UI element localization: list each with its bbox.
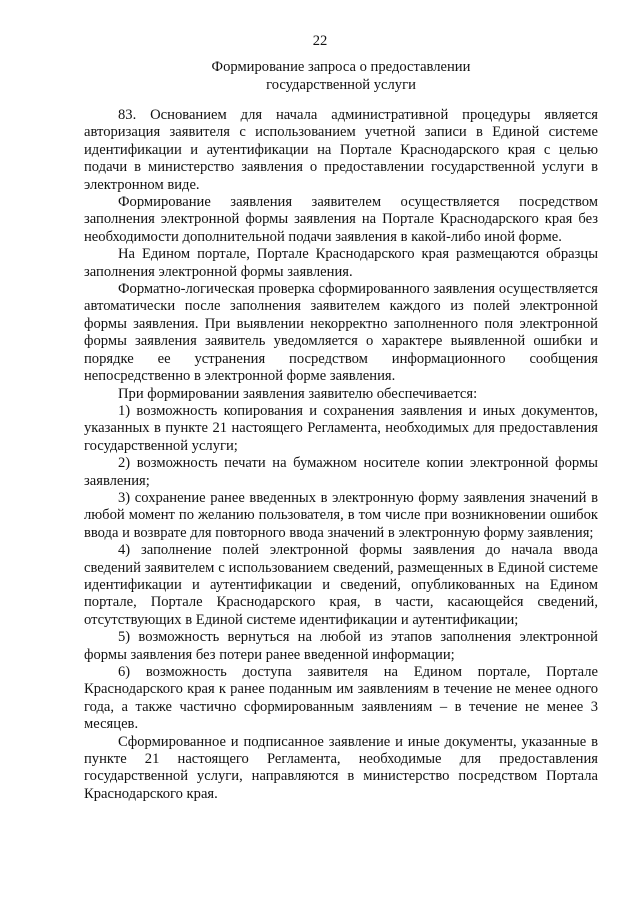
paragraph-samples: На Едином портале, Портале Краснодарского края размещаются образцы заполнения электронной формы заявления. — [84, 246, 598, 280]
list-item-4: 4) заполнение полей электронной формы заявления до начала ввода сведений заявителем с использованием сведений, размещенных в Единой системе идентификации и аутентификации и сведений, опубликованных на Едином портале, Портале Краснодарского края, в части, касающейся сведений, отсутствующих в Единой системе идентификации и аутентификации; — [84, 542, 598, 628]
list-item-5: 5) возможность вернуться на любой из этапов заполнения электронной формы заявления без потери ранее введенной информации; — [84, 629, 598, 663]
paragraph-submission: Сформированное и подписанное заявление и иные документы, указанные в пункте 21 настоящего Регламента, необходимые для предоставления государственной услуги, направляются в министерство посредством Портала Краснодарского края. — [84, 733, 598, 802]
page-number: 22 — [312, 33, 328, 49]
list-item-3: 3) сохранение ранее введенных в электронную форму заявления значений в любой момент по желанию пользователя, в том числе при возникновении ошибок ввода и возврате для повторного ввода значений в электронную форму заявления; — [84, 489, 598, 541]
document-body — [84, 107, 598, 803]
paragraph-provisions-intro: При формировании заявления заявителю обеспечивается: — [118, 385, 478, 402]
list-item-6: 6) возможность доступа заявителя на Едином портале, Портале Краснодарского края к ранее поданным им заявлениям в течение не менее одного года, а также частично сформированным заявлениям – в течение не менее 3 месяцев. — [84, 664, 598, 733]
list-item-2: 2) возможность печати на бумажном носителе копии электронной формы заявления; — [84, 455, 598, 489]
paragraph-format-check: Форматно-логическая проверка сформированного заявления осуществляется автоматически после заполнения заявителем каждого из полей электронной формы заявления. При выявлении некорректно заполненного поля электронной формы заявления заявитель уведомляется о характере выявленной ошибки и порядке ее устранения посредством информационного сообщения непосредственно в электронной форме заявления. — [84, 281, 598, 385]
section-heading-line-1: Формирование запроса о предоставлении — [211, 59, 471, 75]
paragraph-form-filling: Формирование заявления заявителем осуществляется посредством заполнения электронной формы заявления на Портале Краснодарского края без необходимости дополнительной подачи заявления в какой-либо иной форме. — [84, 194, 598, 245]
section-heading — [84, 59, 598, 94]
section-heading-line-2: государственной услуги — [266, 76, 416, 93]
paragraph-83-intro: 83. Основанием для начала административной процедуры является авторизация заявителя с использованием учетной записи в Единой системе идентификации и аутентификации на Портале Краснодарского края с целью подачи в министерство заявления о предоставлении государственной услуги в электронном виде. — [84, 107, 598, 193]
list-item-1: 1) возможность копирования и сохранения заявления и иных документов, указанных в пункте 21 настоящего Регламента, необходимых для предоставления государственной услуги; — [84, 402, 598, 454]
